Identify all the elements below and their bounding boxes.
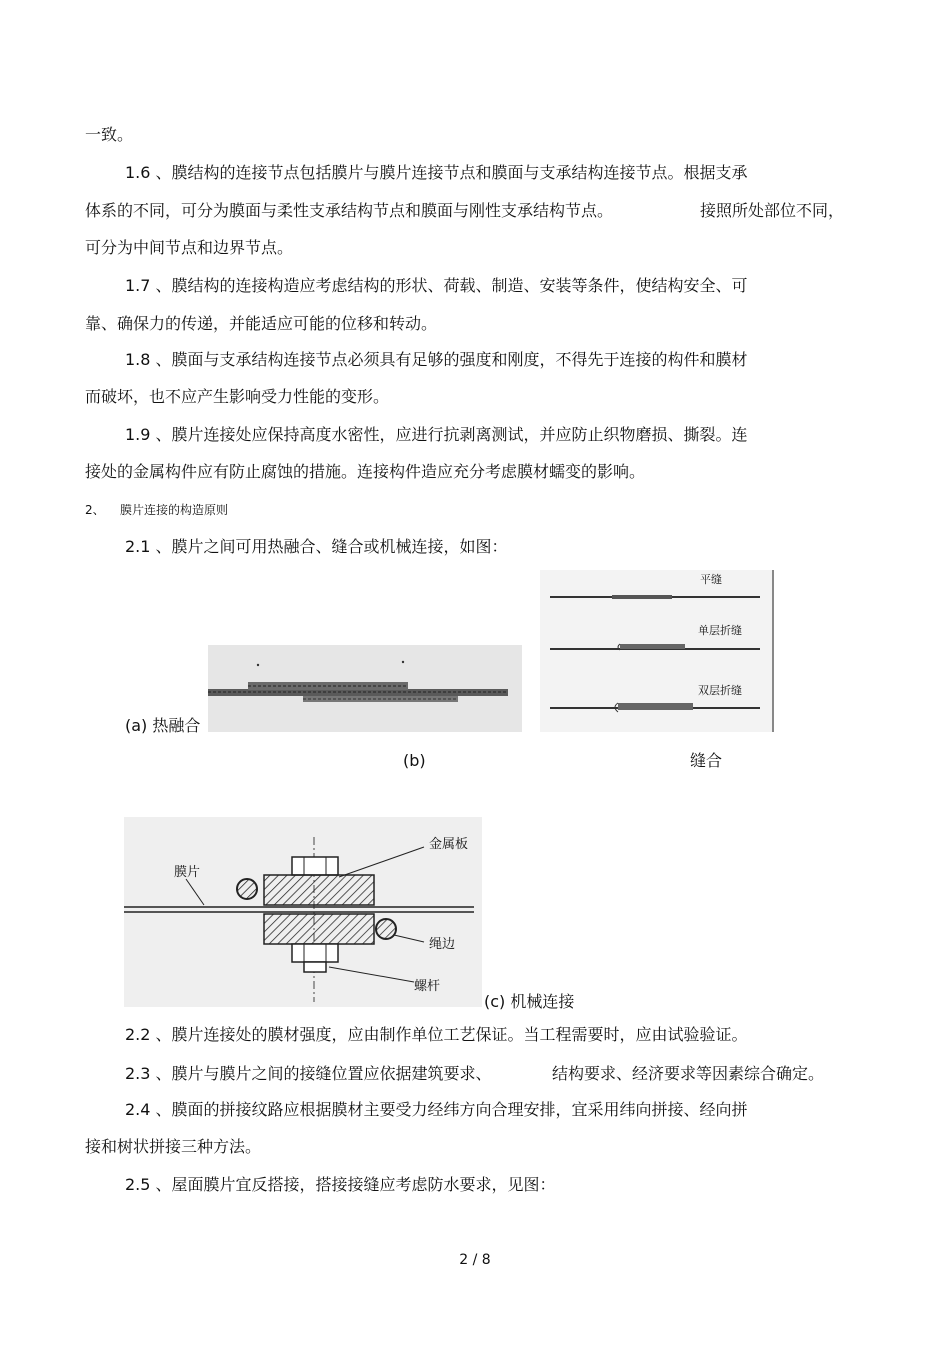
label-bolt: 螺杆: [414, 979, 441, 994]
paragraph-1-7-line-1: 1.7 、膜结构的连接构造应考虑结构的形状、荷载、制造、安装等条件，使结构安全、可: [125, 276, 748, 295]
figure-a-caption: (a) 热融合: [125, 716, 201, 735]
paragraph-2-4-line-2: 接和树状拼接三种方法。: [85, 1137, 262, 1156]
paragraph-1-8-line-2: 而破坏，也不应产生影响受力性能的变形。: [85, 387, 390, 406]
paragraph-2-3-a: 2.3 、膜片与膜片之间的接缝位置应依据建筑要求、: [125, 1064, 492, 1083]
sewing-label-flat: 平缝: [700, 573, 722, 586]
paragraph-1-6-line-3: 可分为中间节点和边界节点。: [85, 238, 294, 257]
sewing-caption: 缝合: [690, 751, 723, 770]
figure-b-caption: (b): [403, 751, 426, 770]
sewing-label-single-fold: 单层折缝: [698, 624, 742, 637]
heat-fusion-figure: [208, 645, 522, 732]
paragraph-1-6-line-2b: 接照所处部位不同，: [700, 201, 845, 220]
paragraph-2-2: 2.2 、膜片连接处的膜材强度，应由制作单位工艺保证。当工程需要时，应由试验验证。: [125, 1025, 748, 1044]
label-membrane: 膜片: [174, 865, 201, 880]
paragraph-1-9-line-2: 接处的金属构件应有防止腐蚀的措施。连接构件造应充分考虑膜材蠕变的影响。: [85, 462, 646, 481]
paragraph-1-8-line-1: 1.8 、膜面与支承结构连接节点必须具有足够的强度和刚度，不得先于连接的构件和膜材: [125, 350, 748, 369]
label-rope-edge: 绳边: [429, 937, 456, 952]
paragraph-2-1: 2.1 、膜片之间可用热融合、缝合或机械连接，如图：: [125, 537, 508, 556]
page-number: 2 / 8: [459, 1252, 491, 1268]
heat-fusion-drawing: [208, 645, 522, 732]
paragraph-1-6-line-1: 1.6 、膜结构的连接节点包括膜片与膜片连接节点和膜面与支承结构连接节点。根据支承: [125, 163, 748, 182]
label-metal-plate: 金属板: [429, 837, 469, 852]
section-2-title: 膜片连接的构造原则: [120, 503, 229, 517]
section-2-number: 2、: [85, 503, 105, 517]
paragraph-2-3-b: 结构要求、经济要求等因素综合确定。: [552, 1064, 825, 1083]
paragraph-2-5: 2.5 、屋面膜片宜反搭接，搭接接缝应考虑防水要求，见图：: [125, 1175, 556, 1194]
sewing-figure: [540, 570, 774, 732]
paragraph-2-4-line-1: 2.4 、膜面的拼接纹路应根据膜材主要受力经纬方向合理安排，宜采用纬向拼接、经向拼: [125, 1100, 748, 1119]
paragraph-1-6-line-2: 体系的不同，可分为膜面与柔性支承结构节点和膜面与刚性支承结构节点。: [85, 201, 614, 220]
mechanical-connection-figure: [124, 817, 482, 1007]
sewing-drawing: [540, 570, 774, 732]
paragraph-line: 一致。: [85, 125, 134, 144]
paragraph-1-7-line-2: 靠、确保力的传递，并能适应可能的位移和转动。: [85, 314, 438, 333]
figure-c-caption: (c) 机械连接: [484, 992, 575, 1011]
paragraph-1-9-line-1: 1.9 、膜片连接处应保持高度水密性，应进行抗剥离测试，并应防止织物磨损、撕裂。连: [125, 425, 748, 444]
sewing-label-double-fold: 双层折缝: [698, 684, 742, 697]
